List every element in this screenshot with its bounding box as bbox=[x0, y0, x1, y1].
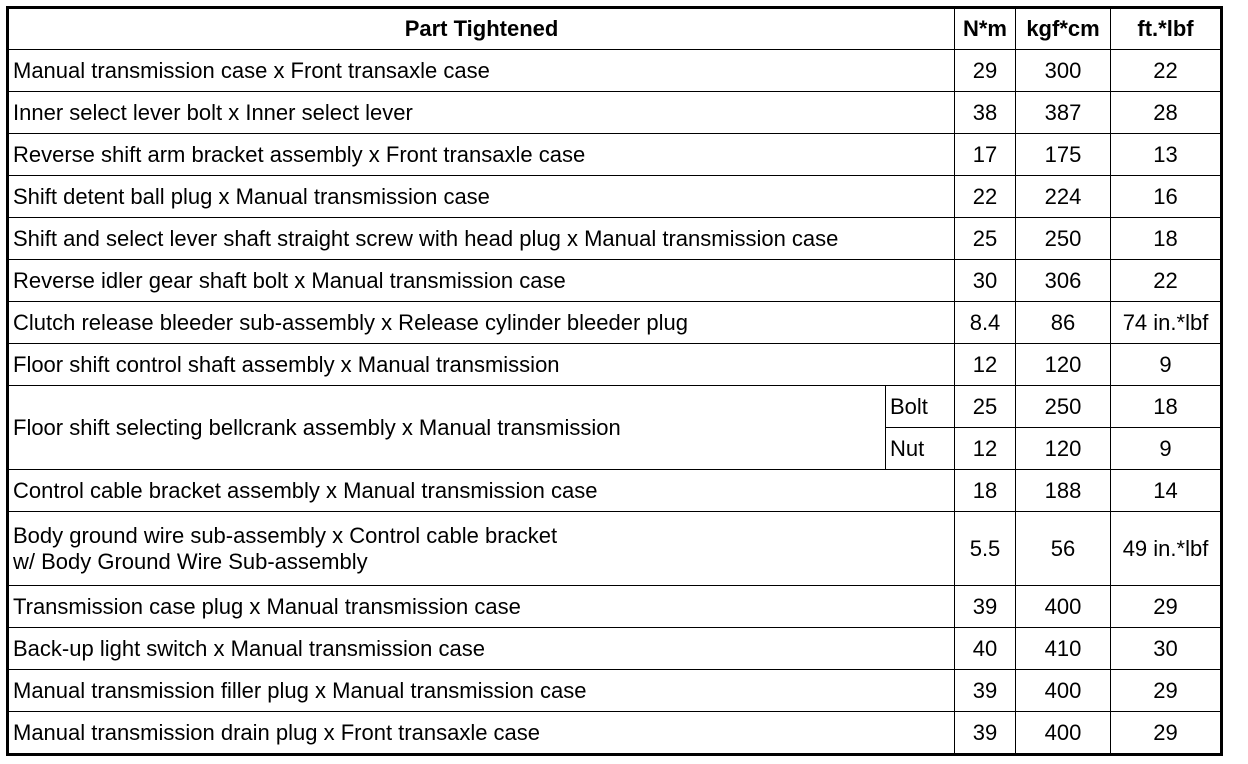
nm-cell: 17 bbox=[955, 134, 1016, 176]
nm-cell: 8.4 bbox=[955, 302, 1016, 344]
kgf-cell: 120 bbox=[1016, 428, 1111, 470]
kgf-cell: 400 bbox=[1016, 586, 1111, 628]
part-cell: Clutch release bleeder sub-assembly x Release cylinder bleeder plug bbox=[8, 302, 955, 344]
part-line: w/ Body Ground Wire Sub-assembly bbox=[13, 548, 368, 574]
ft-cell: 29 bbox=[1111, 712, 1222, 755]
part-cell: Floor shift control shaft assembly x Manual transmission bbox=[8, 344, 955, 386]
part-cell: Shift and select lever shaft straight screw with head plug x Manual transmission case bbox=[8, 218, 955, 260]
kgf-cell: 86 bbox=[1016, 302, 1111, 344]
part-cell: Control cable bracket assembly x Manual transmission case bbox=[8, 470, 955, 512]
fastener-type-cell: Nut bbox=[886, 428, 955, 470]
nm-cell: 25 bbox=[955, 386, 1016, 428]
part-cell bbox=[8, 512, 955, 586]
kgf-cell: 400 bbox=[1016, 670, 1111, 712]
nm-cell: 29 bbox=[955, 50, 1016, 92]
header-part-tightened: Part Tightened bbox=[8, 8, 955, 50]
ft-cell: 29 bbox=[1111, 586, 1222, 628]
table-row bbox=[8, 628, 1222, 670]
kgf-cell: 188 bbox=[1016, 470, 1111, 512]
ft-cell: 18 bbox=[1111, 386, 1222, 428]
kgf-cell: 120 bbox=[1016, 344, 1111, 386]
nm-cell: 30 bbox=[955, 260, 1016, 302]
kgf-cell: 400 bbox=[1016, 712, 1111, 755]
nm-cell: 39 bbox=[955, 670, 1016, 712]
header-ft-lbf: ft.*lbf bbox=[1111, 8, 1222, 50]
table-row bbox=[8, 470, 1222, 512]
ft-cell: 9 bbox=[1111, 344, 1222, 386]
torque-spec-table bbox=[6, 6, 1223, 756]
kgf-cell: 250 bbox=[1016, 218, 1111, 260]
ft-cell: 18 bbox=[1111, 218, 1222, 260]
part-cell: Back-up light switch x Manual transmission case bbox=[8, 628, 955, 670]
nm-cell: 25 bbox=[955, 218, 1016, 260]
part-cell: Manual transmission drain plug x Front transaxle case bbox=[8, 712, 955, 755]
kgf-cell: 250 bbox=[1016, 386, 1111, 428]
nm-cell: 18 bbox=[955, 470, 1016, 512]
table-row bbox=[8, 302, 1222, 344]
table-row bbox=[8, 586, 1222, 628]
table-row bbox=[8, 134, 1222, 176]
part-cell: Shift detent ball plug x Manual transmission case bbox=[8, 176, 955, 218]
kgf-cell: 410 bbox=[1016, 628, 1111, 670]
kgf-cell: 56 bbox=[1016, 512, 1111, 586]
table-row bbox=[8, 344, 1222, 386]
ft-cell: 28 bbox=[1111, 92, 1222, 134]
table-row bbox=[8, 92, 1222, 134]
header-kgf-cm: kgf*cm bbox=[1016, 8, 1111, 50]
part-cell: Inner select lever bolt x Inner select lever bbox=[8, 92, 955, 134]
ft-cell: 74 in.*lbf bbox=[1111, 302, 1222, 344]
header-row bbox=[8, 8, 1222, 50]
ft-cell: 49 in.*lbf bbox=[1111, 512, 1222, 586]
nm-cell: 5.5 bbox=[955, 512, 1016, 586]
header-nm: N*m bbox=[955, 8, 1016, 50]
ft-cell: 30 bbox=[1111, 628, 1222, 670]
ft-cell: 9 bbox=[1111, 428, 1222, 470]
table-row bbox=[8, 50, 1222, 92]
table-row bbox=[8, 512, 1222, 586]
fastener-type-cell: Bolt bbox=[886, 386, 955, 428]
part-cell: Manual transmission filler plug x Manual transmission case bbox=[8, 670, 955, 712]
table-row bbox=[8, 218, 1222, 260]
part-line: Body ground wire sub-assembly x Control cable bracket bbox=[13, 522, 558, 548]
table-row bbox=[8, 670, 1222, 712]
nm-cell: 22 bbox=[955, 176, 1016, 218]
nm-cell: 12 bbox=[955, 428, 1016, 470]
part-cell: Manual transmission case x Front transaxle case bbox=[8, 50, 955, 92]
kgf-cell: 306 bbox=[1016, 260, 1111, 302]
kgf-cell: 387 bbox=[1016, 92, 1111, 134]
nm-cell: 38 bbox=[955, 92, 1016, 134]
ft-cell: 22 bbox=[1111, 260, 1222, 302]
nm-cell: 40 bbox=[955, 628, 1016, 670]
part-cell: Reverse shift arm bracket assembly x Front transaxle case bbox=[8, 134, 955, 176]
part-cell: Transmission case plug x Manual transmission case bbox=[8, 586, 955, 628]
kgf-cell: 300 bbox=[1016, 50, 1111, 92]
part-cell: Floor shift selecting bellcrank assembly x Manual transmission bbox=[8, 386, 886, 470]
part-cell: Reverse idler gear shaft bolt x Manual transmission case bbox=[8, 260, 955, 302]
ft-cell: 14 bbox=[1111, 470, 1222, 512]
ft-cell: 13 bbox=[1111, 134, 1222, 176]
ft-cell: 22 bbox=[1111, 50, 1222, 92]
kgf-cell: 224 bbox=[1016, 176, 1111, 218]
ft-cell: 16 bbox=[1111, 176, 1222, 218]
nm-cell: 39 bbox=[955, 712, 1016, 755]
nm-cell: 12 bbox=[955, 344, 1016, 386]
table-row bbox=[8, 712, 1222, 755]
table-row bbox=[8, 386, 1222, 428]
table-row bbox=[8, 176, 1222, 218]
kgf-cell: 175 bbox=[1016, 134, 1111, 176]
ft-cell: 29 bbox=[1111, 670, 1222, 712]
nm-cell: 39 bbox=[955, 586, 1016, 628]
table-row bbox=[8, 260, 1222, 302]
